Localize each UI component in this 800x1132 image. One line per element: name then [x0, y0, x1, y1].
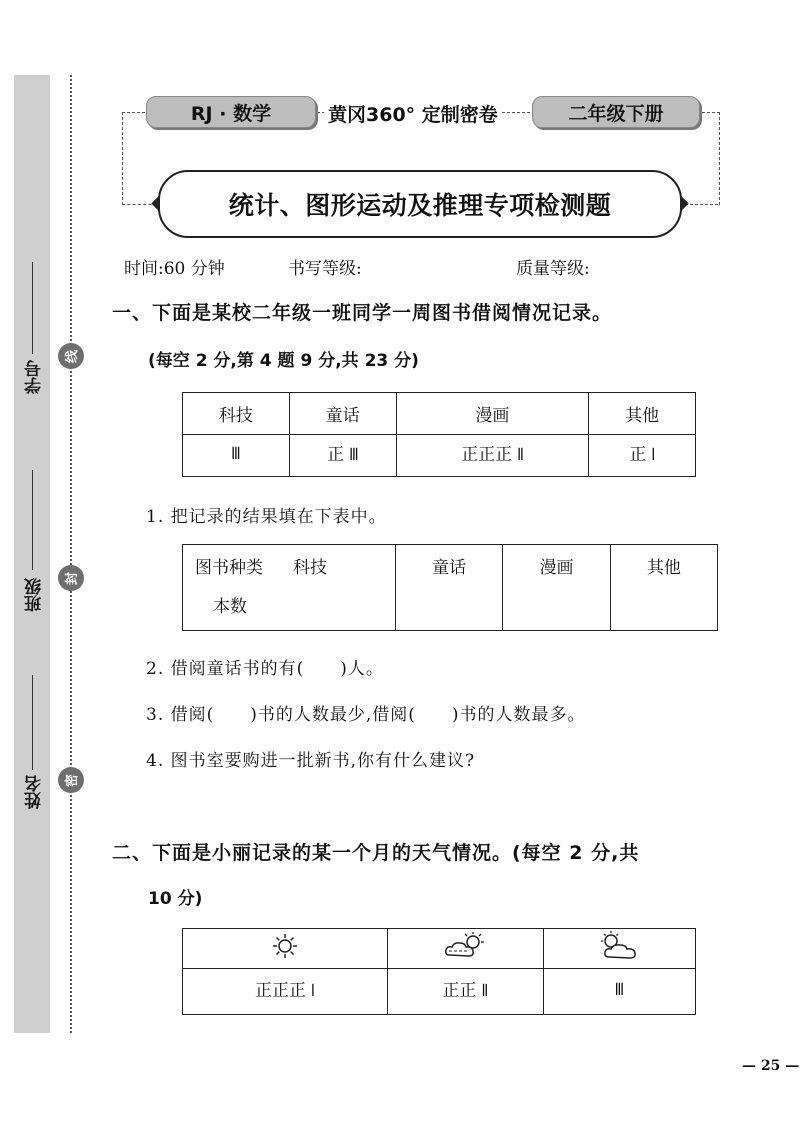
q1-sub1: 1. 把记录的结果填在下表中。 — [146, 507, 387, 527]
weather-tally-cell: 正正 𝍪 — [387, 969, 543, 1015]
q1-sub3: 3. 借阅( )书的人数最少,借阅( )书的人数最多。 — [146, 705, 586, 725]
seal-seal-mark: 封 — [58, 565, 84, 591]
weather-icon-cell — [543, 929, 695, 969]
weather-table — [182, 928, 696, 1015]
q2-heading-line2: 10 分) — [148, 889, 203, 909]
fill-header-cell: 漫画 — [503, 545, 610, 631]
seal-line-mark: 线 — [58, 343, 84, 369]
record-tally-cell: 正正正 𝍪 — [396, 435, 589, 477]
overcast-icon — [443, 931, 487, 961]
record-header-cell: 科技 — [183, 393, 290, 435]
fill-type-label: 图书种类 — [195, 558, 263, 578]
student-id-label: 学号 — [25, 360, 45, 394]
q1-sub4: 4. 图书室要购进一批新书,你有什么建议? — [146, 751, 476, 771]
record-header-cell: 童话 — [289, 393, 396, 435]
weather-tally-cell: 正正正 𝍩 — [183, 969, 388, 1015]
time-info: 时间:60 分钟 — [124, 259, 225, 279]
class-blank — [32, 470, 33, 570]
fill-table — [182, 544, 718, 631]
q1-heading: 一、下面是某校二年级一班同学一周图书借阅情况记录。 — [112, 302, 613, 324]
page-title: 统计、图形运动及推理专项检测题 — [228, 191, 612, 220]
binding-dotted-line — [70, 75, 72, 1033]
fill-count-label: 本数 — [213, 597, 247, 617]
page-number: — 25 — — [742, 1058, 800, 1074]
record-tally-cell: 正 𝍫 — [289, 435, 396, 477]
q2-heading-line1: 二、下面是小丽记录的某一个月的天气情况。(每空 2 分,共 — [112, 842, 640, 864]
series-name: 黄冈360° 定制密卷 — [324, 100, 502, 127]
cloudy-icon — [597, 931, 641, 961]
weather-icon-cell — [183, 929, 388, 969]
grade-pill: 二年级下册 — [532, 96, 700, 128]
record-header-cell: 其他 — [589, 393, 696, 435]
seal-dense-mark: 密 — [58, 767, 84, 793]
name-blank — [32, 675, 33, 770]
q1-sub2: 2. 借阅童话书的有( )人。 — [146, 659, 384, 679]
quality-grade-label: 质量等级: — [516, 259, 590, 279]
sunny-icon — [272, 933, 298, 959]
fill-header-cell: 其他 — [610, 545, 717, 631]
writing-grade-label: 书写等级: — [288, 259, 362, 279]
q1-points: (每空 2 分,第 4 题 9 分,共 23 分) — [148, 351, 419, 371]
name-label: 姓名 — [25, 775, 45, 809]
student-id-blank — [32, 262, 33, 354]
record-header-cell: 漫画 — [396, 393, 589, 435]
class-label: 班级 — [25, 578, 45, 612]
record-tally-cell: 𝍫 — [183, 435, 290, 477]
fill-header-cell: 童话 — [396, 545, 503, 631]
record-table — [182, 392, 696, 477]
fill-row-header — [183, 545, 396, 631]
subject-pill: RJ · 数学 — [146, 96, 316, 128]
title-banner — [158, 170, 682, 238]
fill-header-cell: 科技 — [293, 558, 327, 578]
weather-icon-cell — [387, 929, 543, 969]
weather-tally-cell: 𝍫 — [543, 969, 695, 1015]
record-tally-cell: 正 𝍩 — [589, 435, 696, 477]
